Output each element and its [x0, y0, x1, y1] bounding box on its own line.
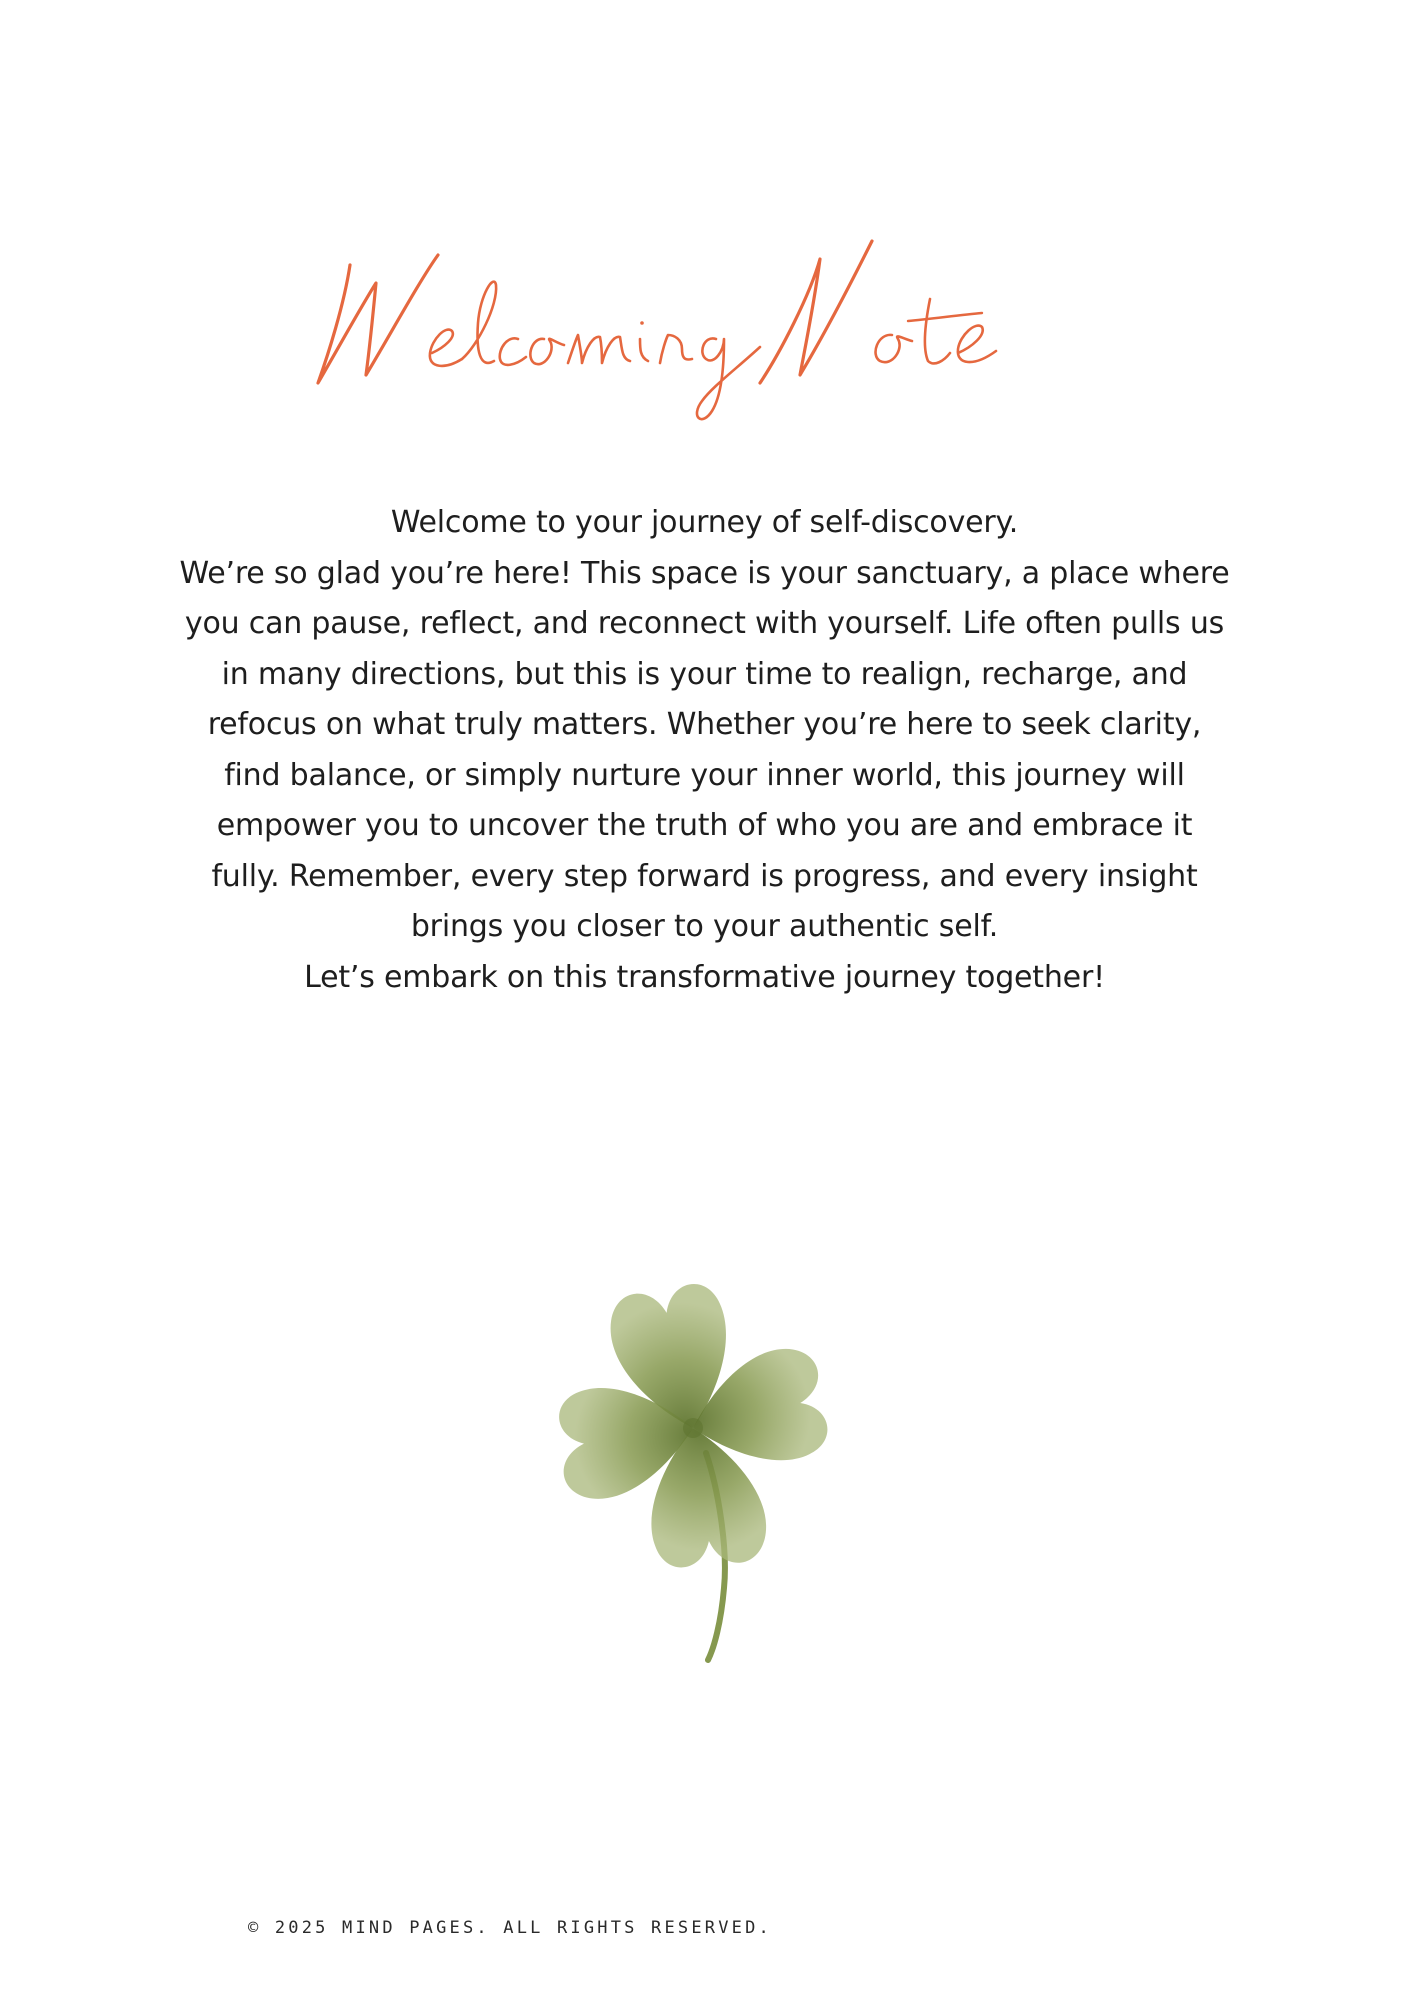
message-line: We’re so glad you’re here! This space is your sanctuary, a place where — [179, 555, 1230, 591]
message-line: in many directions, but this is your time to realign, recharge, and — [221, 656, 1188, 692]
message-line: fully. Remember, every step forward is progress, and every insight — [211, 858, 1198, 894]
four-leaf-clover-icon — [528, 1228, 848, 1668]
message-line: refocus on what truly matters. Whether you’re here to seek clarity, — [207, 707, 1202, 742]
message-line: empower you to uncover the truth of who you are and embrace it — [216, 808, 1193, 843]
message-line: you can pause, reflect, and reconnect with yourself. Life often pulls us — [184, 606, 1225, 641]
title-script-art — [310, 235, 1070, 435]
message-line: brings you closer to your authentic self. — [410, 909, 999, 944]
copyright-notice: © 2025 MIND PAGES. ALL RIGHTS RESERVED. — [248, 1918, 772, 1938]
message-line: Let’s embark on this transformative journey together! — [304, 959, 1105, 995]
welcome-message — [150, 498, 1259, 1003]
message-line: find balance, or simply nurture your inner world, this journey will — [224, 757, 1185, 793]
message-line: Welcome to your journey of self-discovery. — [390, 505, 1019, 540]
page-title — [310, 235, 1070, 435]
